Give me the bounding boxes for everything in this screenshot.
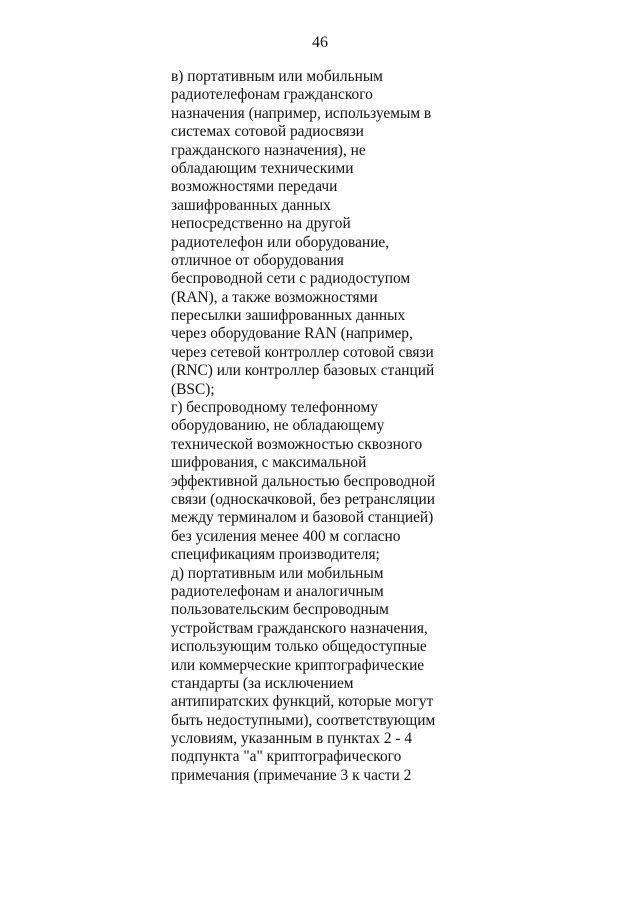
text-line: зашифрованных данных [171,196,331,214]
text-line: условиям, указанным в пунктах 2 - 4 [171,730,413,748]
text-line: беспроводной сети с радиодоступом [171,270,411,288]
text-line: г) беспроводному телефонному [171,399,378,417]
text-line: назначения (например, используемым в [171,104,432,122]
text-line: радиотелефонам гражданского [171,86,373,104]
text-line: без усиления менее 400 м согласно [171,527,401,545]
text-line: гражданского назначения), не [171,141,366,159]
text-line: (BSC); [171,380,215,398]
text-line: радиотелефонам и аналогичным [171,582,384,600]
document-body [171,68,471,785]
text-line: отличное от оборудования [171,251,344,269]
text-line: (RNC) или контроллер базовых станций [171,362,435,380]
text-line: обладающим техническими [171,159,354,177]
text-line: или коммерческие криптографические [171,656,425,674]
text-line: пользовательским беспроводным [171,601,389,619]
text-line: д) портативным или мобильным [171,564,384,582]
page-number: 46 [312,34,328,51]
text-line: использующим только общедоступные [171,638,427,656]
text-line: технической возможностью сквозного [171,435,423,453]
text-line: спецификациям производителя; [171,546,380,564]
text-line: (RAN), а также возможностями [171,288,378,306]
text-line: стандарты (за исключением [171,674,354,692]
text-line: в) портативным или мобильным [171,68,383,85]
text-line: между терминалом и базовой станцией) [171,509,434,527]
text-line: эффективной дальностью беспроводной [171,472,436,490]
text-line: быть недоступными), соответствующим [171,711,436,729]
text-line: связи (односкачковой, без ретрансляции [171,490,435,508]
text-line: системах сотовой радиосвязи [171,123,364,141]
text-line: через сетевой контроллер сотовой связи [171,343,434,361]
text-line: радиотелефон или оборудование, [171,233,390,251]
text-line: возможностями передачи [171,178,338,196]
text-line: пересылки зашифрованных данных [171,307,406,325]
text-line: устройствам гражданского назначения, [171,619,428,637]
text-line: примечания (примечание 3 к части 2 [171,766,412,784]
text-line: оборудованию, не обладающему [171,417,385,435]
text-line: шифрования, с максимальной [171,454,367,472]
text-line: подпункта "а" криптографического [171,748,402,766]
text-line: через оборудование RAN (например, [171,325,413,343]
text-line: непосредственно на другой [171,215,351,233]
text-line: антипиратских функций, которые могут [171,693,434,711]
